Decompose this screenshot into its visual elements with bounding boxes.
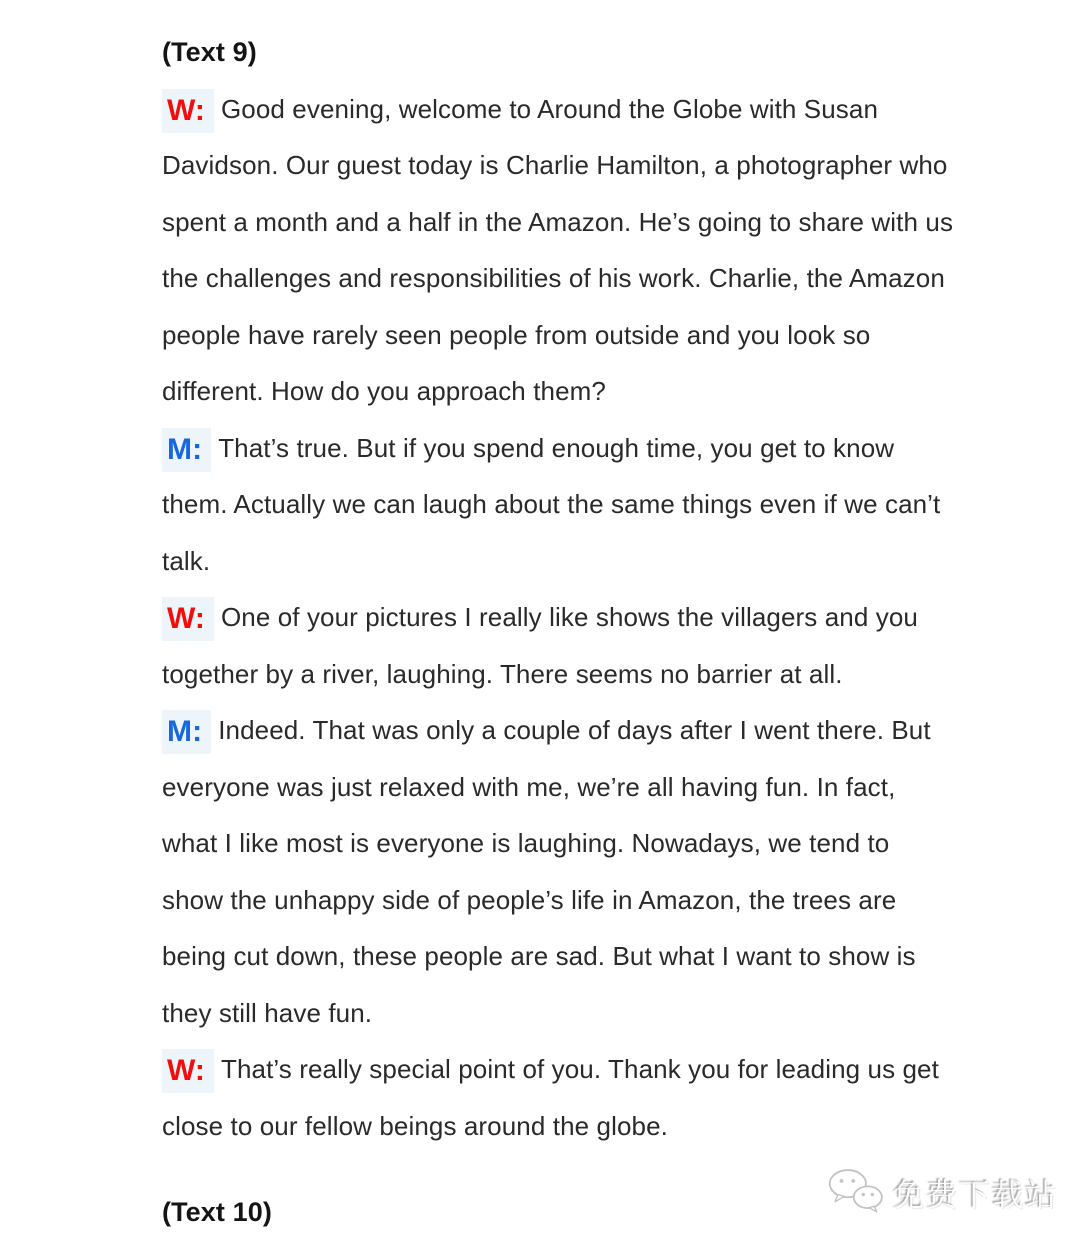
dialogue-line-text: That’s true. But if you spend enough time, you get to know (218, 432, 895, 463)
dialogue-line (162, 702, 1062, 759)
dialogue-line-text: they still have fun. (162, 997, 373, 1028)
dialogue-line-text: the challenges and responsibilities of his work. Charlie, the Amazon (162, 263, 945, 293)
dialogue-line (162, 985, 1062, 1042)
dialogue-line-text: different. How do you approach them? (162, 376, 606, 406)
dialogue-line (162, 476, 1062, 533)
dialogue-line-text: Indeed. That was only a couple of days after I went there. But (218, 715, 931, 745)
dialogue-line (162, 363, 1062, 420)
dialogue-line-text: everyone was just relaxed with me, we’re all having fun. In fact, (162, 771, 896, 802)
dialogue-line-text: together by a river, laughing. There seems no barrier at all. (162, 658, 843, 689)
dialogue-line-text: show the unhappy side of people’s life in Amazon, the trees are (162, 884, 897, 915)
dialogue-line (162, 589, 1062, 646)
dialogue-line (162, 928, 1062, 985)
dialogue-line-text: Davidson. Our guest today is Charlie Hamilton, a photographer who (162, 150, 948, 180)
dialogue-line (162, 307, 1062, 364)
dialogue-line (162, 759, 1062, 816)
dialogue-line-text: people have rarely seen people from outside and you look so (162, 319, 871, 350)
watermark-label: 免费下载站 (893, 1177, 1058, 1213)
dialogue-line (162, 1041, 1062, 1098)
speaker-label-w: W: (162, 89, 214, 133)
speaker-label-m: M: (162, 710, 211, 754)
heading-text-10: (Text 10) (162, 1197, 272, 1227)
dialogue-line (162, 250, 1062, 307)
dialogue-line (162, 533, 1062, 590)
dialogue-line-text: what I like most is everyone is laughing. Nowadays, we tend to (162, 828, 890, 858)
dialogue-line-text: spent a month and a half in the Amazon. He’s going to share with us (162, 206, 954, 237)
transcript-content (162, 24, 1062, 1241)
dialogue-line (162, 420, 1062, 477)
dialogue-line-text: Good evening, welcome to Around the Globe with Susan (220, 93, 879, 124)
wechat-icon (827, 1167, 885, 1218)
dialogue-line-text: talk. (162, 545, 211, 576)
dialogue-line (162, 194, 1062, 251)
dialogue-line (162, 81, 1062, 138)
dialogue-line-text: That’s really special point of you. Thank you for leading us get (220, 1054, 939, 1084)
dialogue-section (162, 81, 1062, 1155)
dialogue-line (162, 137, 1062, 194)
dialogue-line-text: One of your pictures I really like shows the villagers and you (220, 602, 918, 632)
watermark (827, 1166, 1058, 1218)
dialogue-line (162, 646, 1062, 703)
heading-text-9: (Text 9) (162, 37, 257, 67)
dialogue-line-text: close to our fellow beings around the globe. (162, 1110, 668, 1141)
dialogue-line (162, 815, 1062, 872)
speaker-label-w: W: (162, 597, 214, 641)
dialogue-line-text: being cut down, these people are sad. But what I want to show is (162, 941, 916, 971)
speaker-label-w: W: (162, 1049, 214, 1093)
dialogue-line (162, 872, 1062, 929)
speaker-label-m: M: (162, 428, 211, 472)
dialogue-line (162, 1098, 1062, 1155)
dialogue-line-text: them. Actually we can laugh about the same things even if we can’t (162, 489, 941, 519)
